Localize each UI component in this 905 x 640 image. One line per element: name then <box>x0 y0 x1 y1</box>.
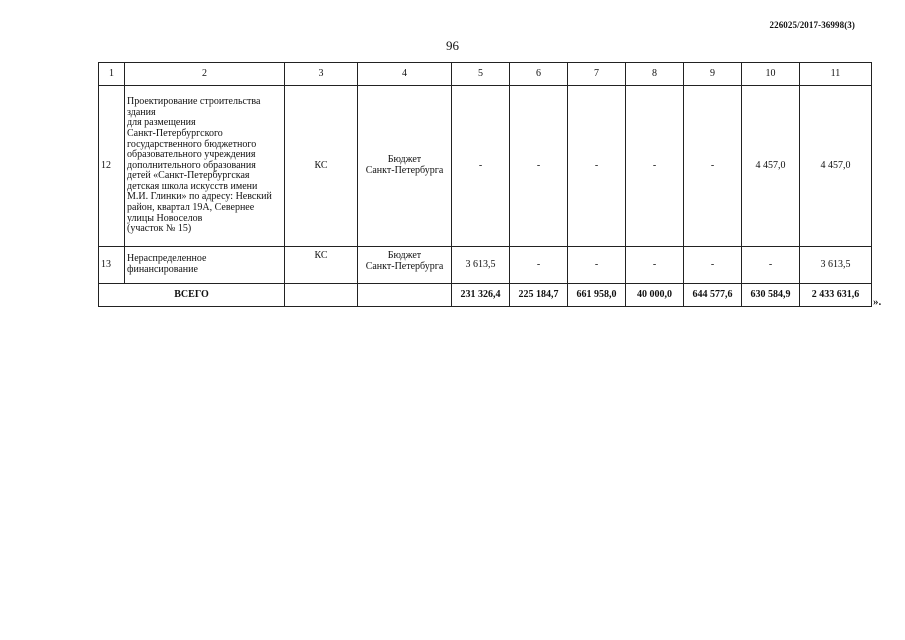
value-cell: 3 613,5 <box>452 247 510 284</box>
value-cell: - <box>510 86 568 247</box>
table-row <box>99 86 872 247</box>
budget-table <box>98 62 872 307</box>
column-header: 9 <box>684 63 742 86</box>
total-value: 225 184,7 <box>510 284 568 307</box>
table-row <box>99 247 872 284</box>
value-cell: 4 457,0 <box>800 86 872 247</box>
total-label: ВСЕГО <box>99 284 285 307</box>
column-header: 1 <box>99 63 125 86</box>
value-cell: 4 457,0 <box>742 86 800 247</box>
value-cell: - <box>510 247 568 284</box>
value-cell: - <box>452 86 510 247</box>
value-cell: - <box>684 86 742 247</box>
category-cell: КС <box>285 86 358 247</box>
value-cell: - <box>568 86 626 247</box>
total-value: 644 577,6 <box>684 284 742 307</box>
empty-cell <box>285 284 358 307</box>
value-cell: - <box>626 86 684 247</box>
column-header: 8 <box>626 63 684 86</box>
header-row <box>99 63 872 86</box>
column-header: 4 <box>358 63 452 86</box>
value-cell: - <box>684 247 742 284</box>
object-name: Нераспределенное финансирование <box>125 247 285 284</box>
column-header: 7 <box>568 63 626 86</box>
total-row <box>99 284 872 307</box>
closing-quote: ». <box>873 296 882 308</box>
value-cell: - <box>626 247 684 284</box>
total-value: 40 000,0 <box>626 284 684 307</box>
total-value: 2 433 631,6 <box>800 284 872 307</box>
column-header: 5 <box>452 63 510 86</box>
value-cell: - <box>568 247 626 284</box>
value-cell: - <box>742 247 800 284</box>
column-header: 2 <box>125 63 285 86</box>
total-value: 661 958,0 <box>568 284 626 307</box>
column-header: 11 <box>800 63 872 86</box>
page-number: 96 <box>446 38 459 53</box>
row-number: 12 <box>99 86 125 247</box>
column-header: 10 <box>742 63 800 86</box>
total-value: 630 584,9 <box>742 284 800 307</box>
document-id: 226025/2017-36998(3) <box>769 20 855 30</box>
object-name: Проектирование строительства здания для размещения Санкт-Петербургского государственного бюджетного образовательного учреждения дополнительного образования детей «Санкт-Петербургская детская школа искусств имени М.И. Глинки» по адресу: Невский район, квартал 19А, Севернее улицы Новоселов (участок № 15) <box>125 86 285 247</box>
empty-cell <box>358 284 452 307</box>
funding-source: Бюджет Санкт-Петербурга <box>358 247 452 284</box>
total-value: 231 326,4 <box>452 284 510 307</box>
funding-source: Бюджет Санкт-Петербурга <box>358 86 452 247</box>
row-number: 13 <box>99 247 125 284</box>
column-header: 6 <box>510 63 568 86</box>
category-cell: КС <box>285 247 358 284</box>
column-header: 3 <box>285 63 358 86</box>
value-cell: 3 613,5 <box>800 247 872 284</box>
